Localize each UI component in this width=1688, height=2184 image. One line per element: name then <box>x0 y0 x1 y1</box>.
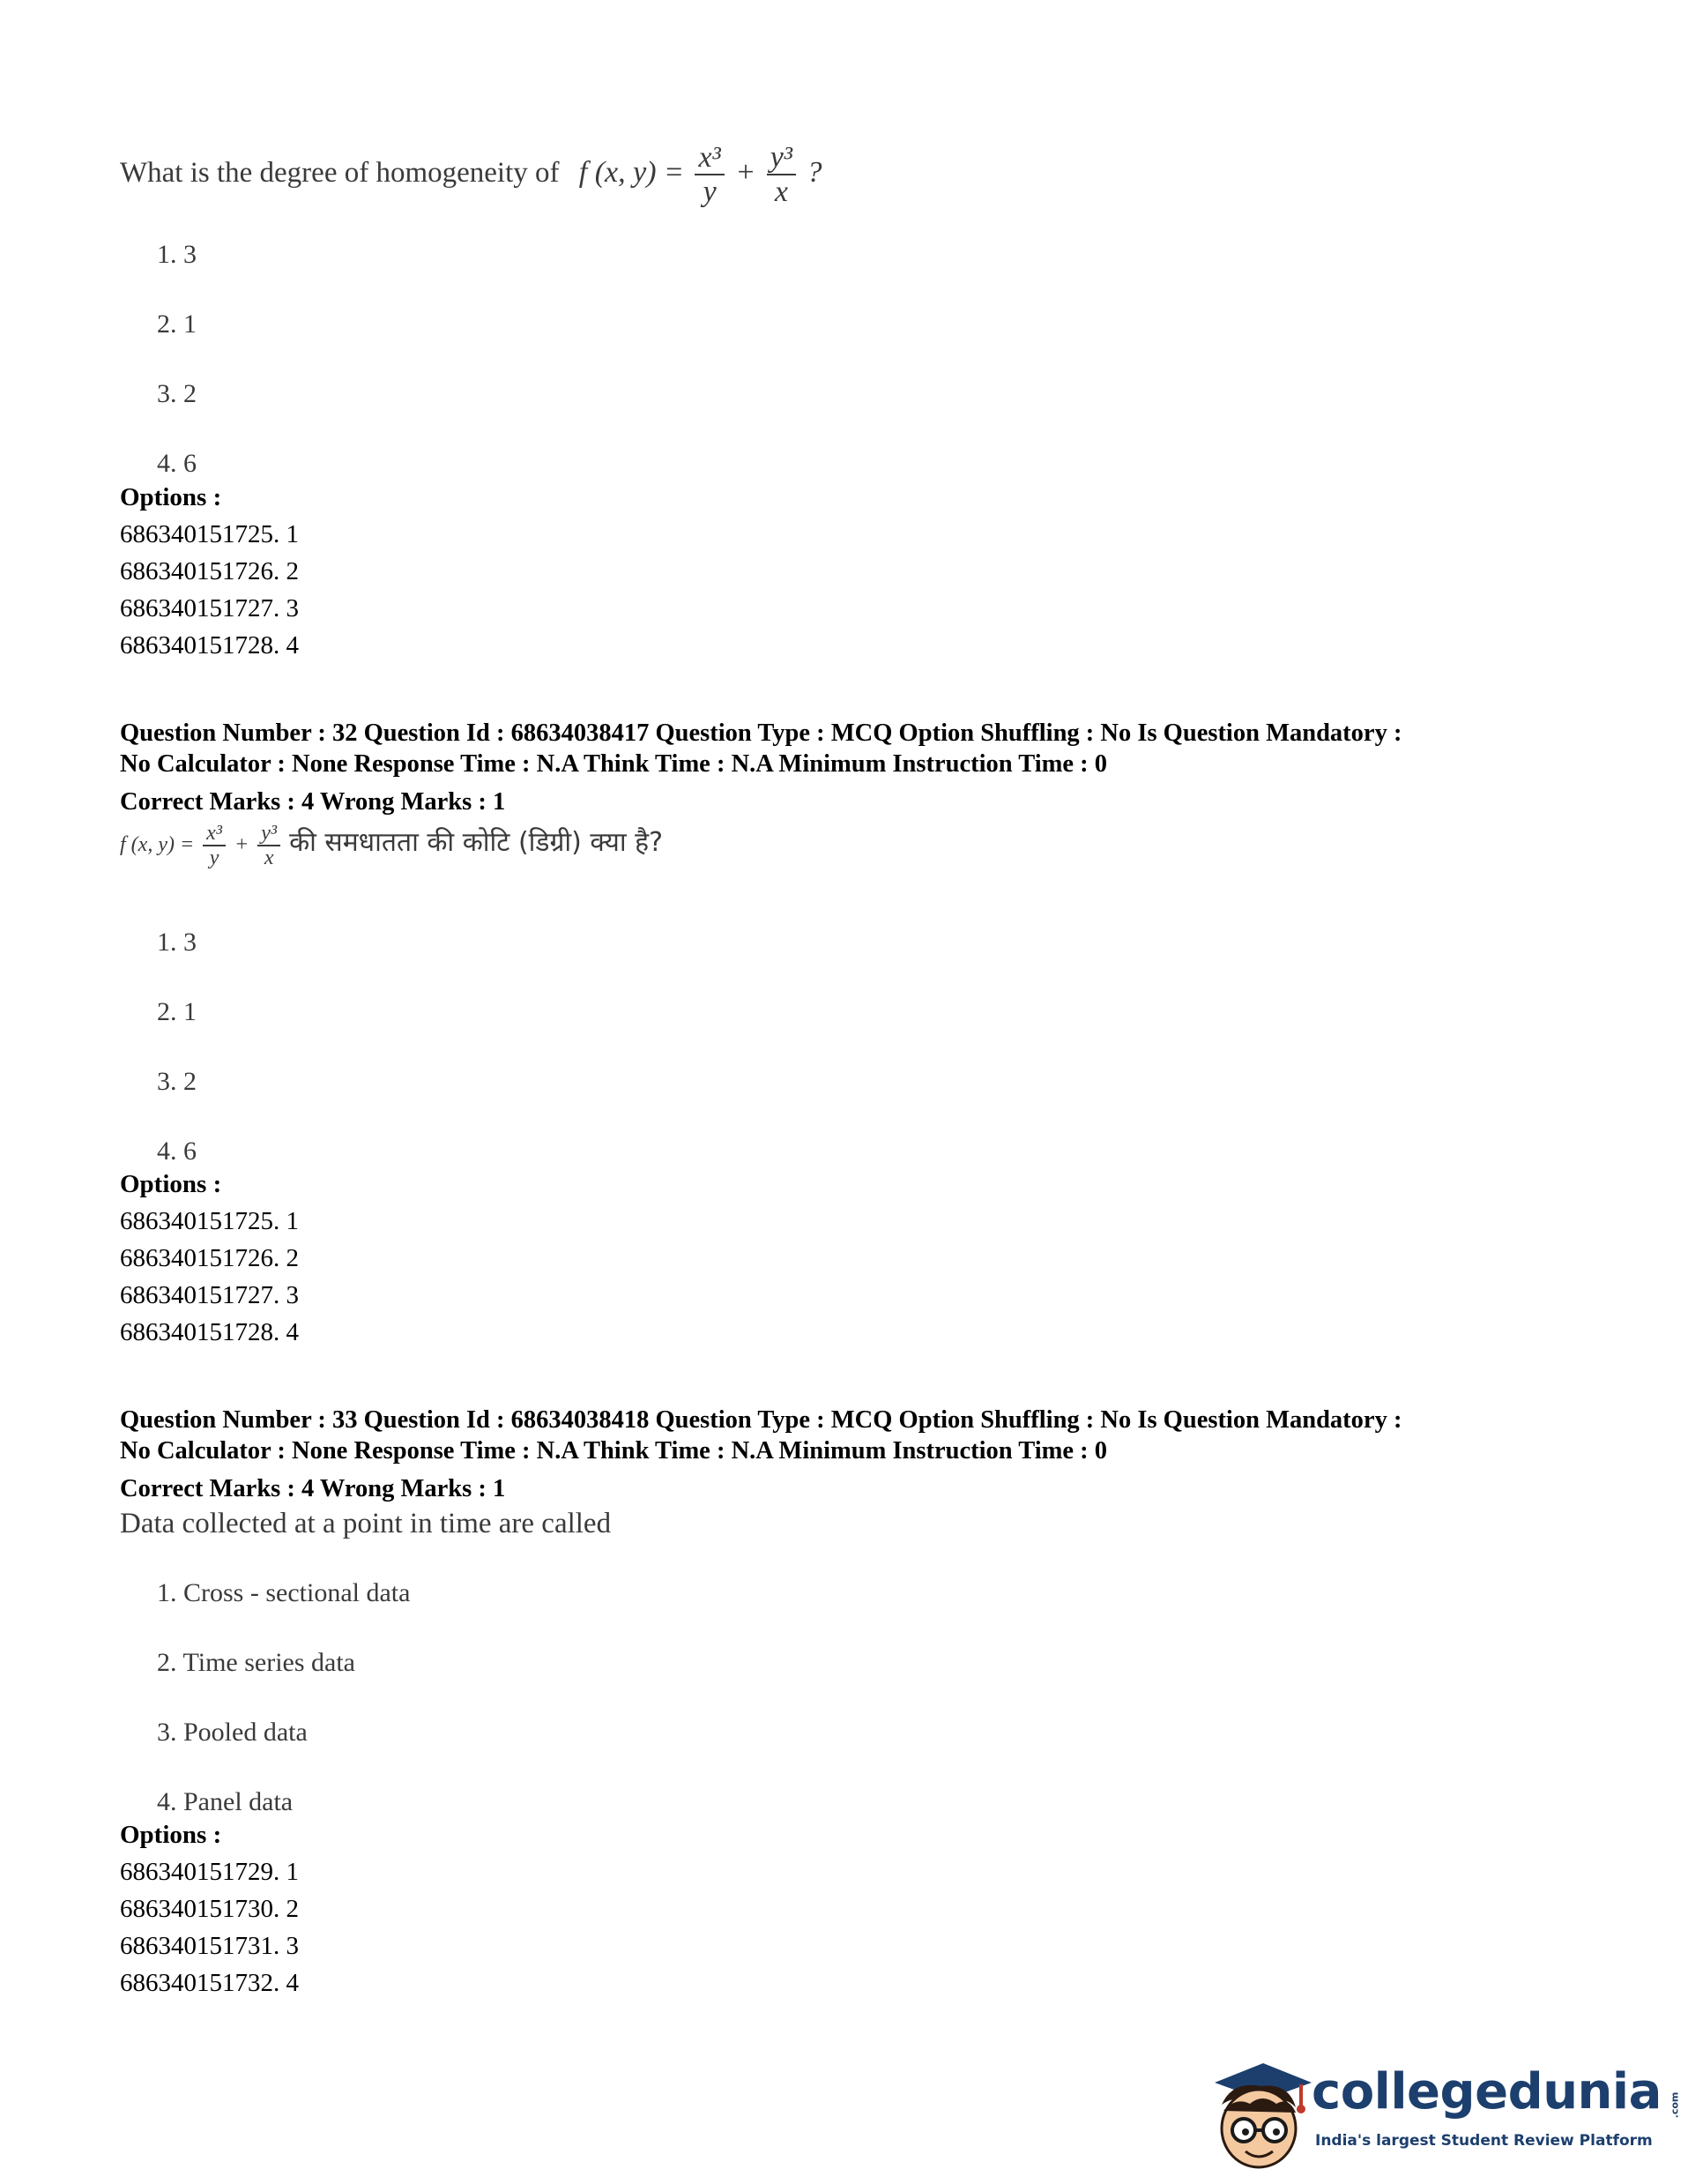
question-31-formula: f (x, y) = $\frac{\text{x³}}{y}$ + $\frac{\text{y³}}{x}$ ? <box>578 141 822 209</box>
question-32-meta-line-2: No Calculator : None Response Time : N.A Think Time : N.A Minimum Instruction Time : 0 <box>120 750 1108 778</box>
collegedunia-logo <box>1312 2063 1688 2121</box>
question-32-option-4: 686340151728. 4 <box>120 1318 299 1346</box>
fraction-x3-over-y: $\frac{\text{x³}}{y}$ <box>203 822 226 870</box>
question-33-option-2: 686340151730. 2 <box>120 1895 299 1923</box>
question-32-option-1: 686340151725. 1 <box>120 1207 299 1235</box>
question-32-stem-row <box>120 822 663 870</box>
question-32-formula: f (x, y) = $\frac{\text{x³}}{y}$ + $\frac{\text{y³}}{x}$ <box>120 833 289 856</box>
fraction-y3-over-x: $\frac{\text{y³}}{x}$ <box>257 822 280 870</box>
question-33-choice-3: 3. Pooled data <box>157 1718 308 1747</box>
question-33-stem: Data collected at a point in time are called <box>120 1508 612 1539</box>
question-33-meta-line-2: No Calculator : None Response Time : N.A Think Time : N.A Minimum Instruction Time : 0 <box>120 1437 1108 1465</box>
question-32-choice-3: 3. 2 <box>157 1067 197 1096</box>
question-33-choice-4: 4. Panel data <box>157 1787 294 1816</box>
fraction-x3-over-y: $\frac{\text{x³}}{y}$ <box>695 141 724 209</box>
question-31-choice-2: 2. 1 <box>157 309 197 339</box>
question-32-choice-2: 2. 1 <box>157 997 197 1026</box>
question-32-option-3: 686340151727. 3 <box>120 1281 299 1309</box>
question-33-marks: Correct Marks : 4 Wrong Marks : 1 <box>120 1475 506 1502</box>
logo-wordmark: collegedunia <box>1312 2063 1662 2121</box>
logo-suffix: .com <box>1669 2091 1681 2119</box>
question-31-choice-1: 1. 3 <box>157 240 197 269</box>
question-32-options-label: Options : <box>120 1170 222 1198</box>
question-32-marks: Correct Marks : 4 Wrong Marks : 1 <box>120 788 506 816</box>
question-33-choice-1: 1. Cross - sectional data <box>157 1578 411 1607</box>
question-32-option-2: 686340151726. 2 <box>120 1244 299 1272</box>
question-31-choice-4: 4. 6 <box>157 449 197 478</box>
question-33-choice-2: 2. Time series data <box>157 1648 355 1677</box>
question-32-stem-hindi: की समधातता की कोटि (डिग्री) क्या है? <box>289 826 664 858</box>
logo-tagline: India's largest Student Review Platform <box>1315 2132 1653 2150</box>
question-31-choice-3: 3. 2 <box>157 379 197 408</box>
fraction-y3-over-x: $\frac{\text{y³}}{x}$ <box>767 141 796 209</box>
question-31-option-3: 686340151727. 3 <box>120 594 299 622</box>
mascot-icon <box>1197 2056 1320 2180</box>
question-33-meta-line-1: Question Number : 33 Question Id : 68634038418 Question Type : MCQ Option Shuffling : No Is Question Mandatory : <box>120 1406 1402 1434</box>
question-32-choice-4: 4. 6 <box>157 1137 197 1166</box>
question-33-option-3: 686340151731. 3 <box>120 1932 299 1960</box>
question-31-stem: What is the degree of homogeneity of <box>120 157 560 190</box>
question-32-choice-1: 1. 3 <box>157 928 197 957</box>
question-33-options-label: Options : <box>120 1821 222 1849</box>
question-31-option-2: 686340151726. 2 <box>120 557 299 585</box>
question-33-option-1: 686340151729. 1 <box>120 1858 299 1886</box>
question-32-meta-line-1: Question Number : 32 Question Id : 68634038417 Question Type : MCQ Option Shuffling : No Is Question Mandatory : <box>120 719 1402 747</box>
question-33-option-4: 686340151732. 4 <box>120 1969 299 1997</box>
question-31-options-label: Options : <box>120 483 222 511</box>
question-31-option-4: 686340151728. 4 <box>120 631 299 660</box>
question-31-stem-row <box>120 141 822 209</box>
question-31-option-1: 686340151725. 1 <box>120 520 299 548</box>
